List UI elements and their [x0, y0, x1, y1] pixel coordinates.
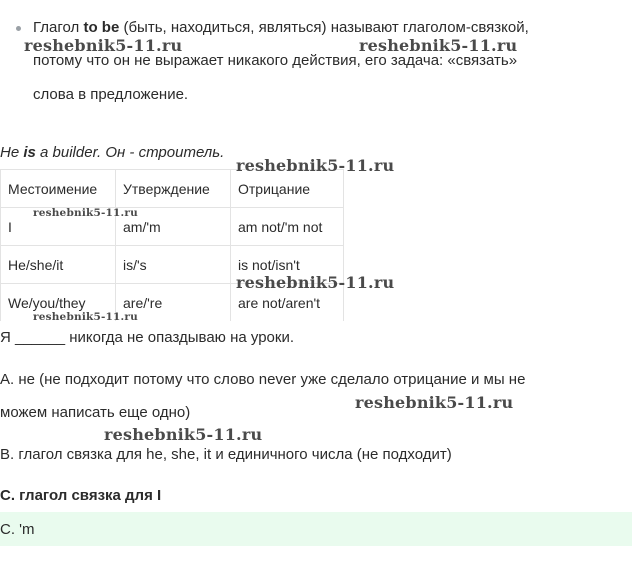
header-pronoun: Местоимение [1, 170, 116, 208]
option-a-line-2: можем написать еще одно) [0, 404, 191, 421]
option-c-explanation: C. глагол связка для I [0, 487, 162, 504]
explanation-line-1 [33, 19, 529, 37]
example-text: He [0, 144, 24, 161]
to-be-conjugation-table [0, 169, 344, 321]
table-cell: I [1, 208, 116, 246]
table-cell: We/you/they [1, 284, 116, 322]
example-sentence [0, 144, 224, 162]
watermark: reshebnik5-11.ru [355, 393, 514, 412]
explanation-line-3: слова в предложение. [33, 86, 189, 103]
to-be-term: to be [83, 19, 120, 36]
correct-answer-highlight [0, 512, 632, 546]
table-cell: He/she/it [1, 246, 116, 284]
option-b-text: B. глагол связка для he, she, it и единичного числа (не подходит) [0, 446, 452, 463]
watermark: reshebnik5-11.ru [33, 311, 138, 323]
explanation-text: (быть, находиться, являться) называют глаголом-связкой, [119, 19, 529, 36]
table-header-row [1, 170, 344, 208]
explanation-line-2: потому что он не выражает никакого действия, его задача: «связать» [33, 52, 518, 69]
question-text: Я ______ никогда не опаздываю на уроки. [0, 329, 295, 346]
watermark: reshebnik5-11.ru [33, 207, 138, 219]
table-cell: am/'m [116, 208, 231, 246]
watermark: reshebnik5-11.ru [104, 425, 263, 444]
header-affirmative: Утверждение [116, 170, 231, 208]
explanation-text: Глагол [33, 19, 84, 36]
watermark: reshebnik5-11.ru [24, 36, 183, 55]
option-a-line-1: A. не (не подходит потому что слово never уже сделало отрицание и мы не [0, 371, 526, 388]
example-verb: is [23, 144, 36, 161]
bullet-icon [16, 26, 21, 31]
table-cell: are not/aren't [231, 284, 344, 322]
table-cell: is/'s [116, 246, 231, 284]
watermark: reshebnik5-11.ru [236, 156, 395, 175]
header-negative: Отрицание [231, 170, 344, 208]
correct-answer-text: C. 'm [0, 521, 35, 538]
table-cell: are/'re [116, 284, 231, 322]
table-cell: is not/isn't [231, 246, 344, 284]
example-text: a builder. Он - строитель. [35, 144, 225, 161]
watermark: reshebnik5-11.ru [359, 36, 518, 55]
table-cell: am not/'m not [231, 208, 344, 246]
watermark: reshebnik5-11.ru [236, 273, 395, 292]
